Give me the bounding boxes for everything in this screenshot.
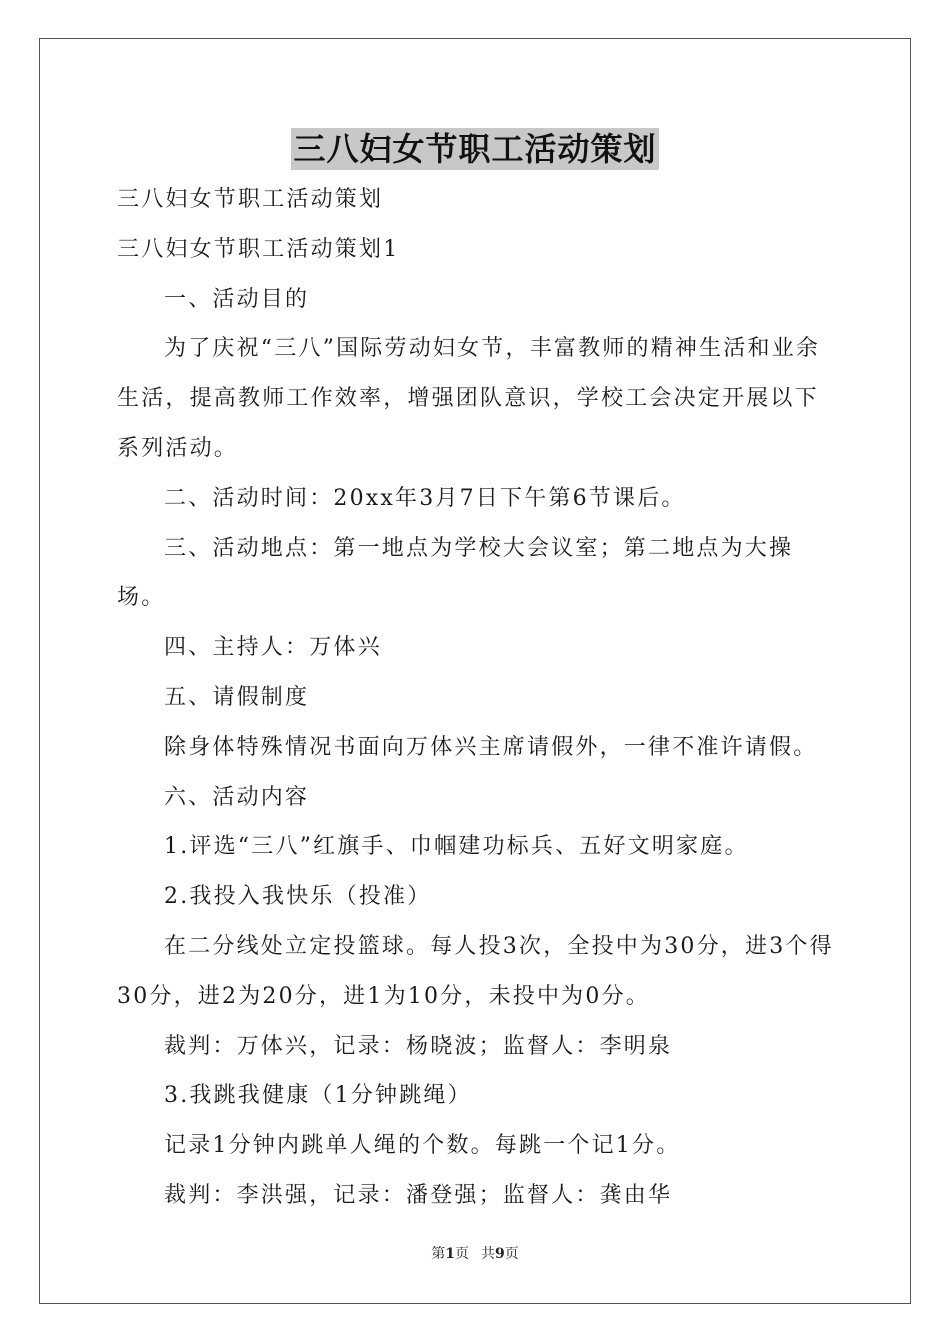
paragraph: 三八妇女节职工活动策划1 (117, 236, 400, 262)
paragraph: 在二分线处立定投篮球。每人投3次，全投中为30分，进3个得30分，进2为20分，进1为10分，未投中为0分。 (117, 933, 834, 1009)
total-prefix: 共 (481, 1246, 495, 1262)
section-heading-purpose: 一、活动目的 (164, 286, 310, 312)
list-item: 1.评选“三八”红旗手、巾帼建功标兵、五好文明家庭。 (164, 834, 749, 860)
paragraph: 除身体特殊情况书面向万体兴主席请假外，一律不准许请假。 (164, 734, 818, 760)
section-heading-time: 二、活动时间：20xx年3月7日下午第6节课后。 (164, 485, 686, 511)
section-heading-leave: 五、请假制度 (164, 684, 310, 710)
document-body (117, 175, 837, 1221)
section-heading-location: 三、活动地点：第一地点为学校大会议室；第二地点为大操场。 (117, 535, 794, 611)
section-heading-host: 四、主持人：万体兴 (164, 635, 382, 661)
page-prefix: 第 (431, 1246, 446, 1262)
list-item: 3.我跳我健康（1分钟跳绳） (164, 1083, 472, 1109)
document-title: 三八妇女节职工活动策划 (293, 130, 657, 168)
paragraph: 裁判：万体兴，记录：杨晓波；监督人：李明泉 (164, 1033, 673, 1059)
paragraph: 记录1分钟内跳单人绳的个数。每跳一个记1分。 (164, 1133, 681, 1159)
paragraph: 为了庆祝“三八”国际劳动妇女节，丰富教师的精神生活和业余生活，提高教师工作效率，增强团队意识，学校工会决定开展以下系列活动。 (117, 336, 821, 461)
total-page-count: 9 (495, 1246, 505, 1262)
page-footer (0, 1244, 950, 1264)
title-container (0, 128, 950, 170)
section-heading-content: 六、活动内容 (164, 784, 310, 810)
total-unit: 页 (504, 1246, 519, 1262)
page-unit: 页 (455, 1246, 469, 1262)
list-item: 2.我投入我快乐（投准） (164, 884, 432, 910)
paragraph: 三八妇女节职工活动策划 (117, 187, 384, 212)
current-page-number: 1 (445, 1246, 455, 1262)
paragraph: 裁判：李洪强，记录：潘登强；监督人：龚由华 (164, 1182, 673, 1208)
